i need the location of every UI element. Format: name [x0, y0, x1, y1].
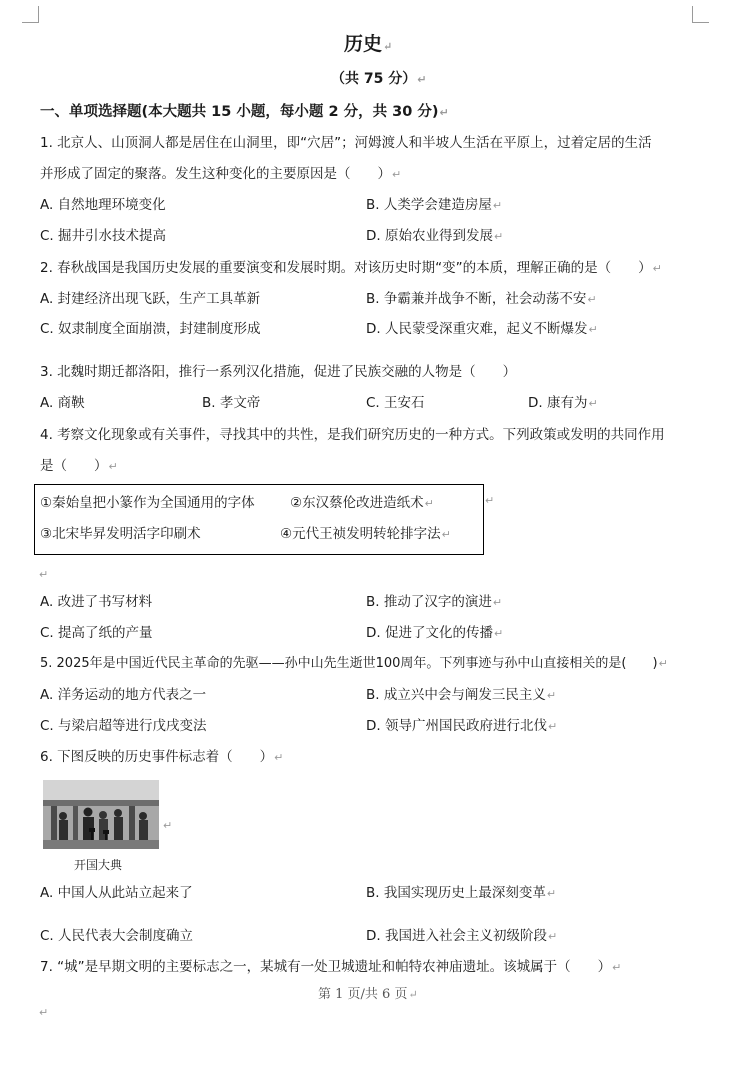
q6-image-caption: 开国大典 — [74, 858, 123, 872]
q3-option-b: B. 孝文帝 — [202, 395, 261, 411]
q4-option-a: A. 改进了书写材料 — [40, 594, 153, 610]
crop-mark-top-left — [22, 6, 39, 23]
q5-option-c: C. 与梁启超等进行戊戌变法 — [40, 718, 207, 734]
blank-line-para-mark: ↵ — [39, 568, 49, 581]
q4-stem-line-2: 是（ ）↵ — [40, 458, 118, 474]
q6-option-c: C. 人民代表大会制度确立 — [40, 928, 194, 944]
q5-option-d: D. 领导广州国民政府进行北伐↵ — [366, 718, 558, 734]
q3-option-c: C. 王安石 — [366, 395, 425, 411]
crop-mark-top-right — [692, 6, 709, 23]
q2-option-d: D. 人民蒙受深重灾难，起义不断爆发↵ — [366, 321, 598, 337]
q4-box-para-mark: ↵ — [485, 494, 495, 507]
q2-stem: 2. 春秋战国是我国历史发展的重要演变和发展时期。对该历史时期“变”的本质，理解正确的是（ ）↵ — [40, 260, 662, 276]
footer-para-mark: ↵ — [39, 1006, 49, 1019]
q3-option-d: D. 康有为↵ — [528, 395, 598, 411]
q5-option-b: B. 成立兴中会与阐发三民主义↵ — [366, 687, 557, 703]
q4-box-item-1: ①秦始皇把小篆作为全国通用的字体 — [40, 495, 255, 511]
q4-option-d: D. 促进了文化的传播↵ — [366, 625, 504, 641]
q4-box-item-4: ④元代王祯发明转轮排字法↵ — [280, 526, 451, 542]
page-title: 历史↵ — [344, 33, 393, 55]
q1-option-b: B. 人类学会建造房屋↵ — [366, 197, 503, 213]
q3-stem: 3. 北魏时期迁都洛阳，推行一系列汉化措施，促进了民族交融的人物是（ ） — [40, 364, 517, 380]
q4-box-item-2: ②东汉蔡伦改进造纸术↵ — [290, 495, 434, 511]
section-heading: 一、单项选择题(本大题共 15 小题，每小题 2 分，共 30 分)↵ — [40, 104, 449, 120]
q2-option-b: B. 争霸兼并战争不断，社会动荡不安↵ — [366, 291, 597, 307]
q5-stem: 5. 2025年是中国近代民主革命的先驱——孙中山先生逝世100周年。下列事迹与孙中山直接相关的是( )↵ — [40, 656, 668, 671]
q3-option-a: A. 商鞅 — [40, 395, 85, 411]
founding-ceremony-photo-art — [43, 780, 159, 849]
q2-option-a: A. 封建经济出现飞跃，生产工具革新 — [40, 291, 261, 307]
q7-stem: 7. “城”是早期文明的主要标志之一，某城有一处卫城遗址和帕特农神庙遗址。该城属于（ ）↵ — [40, 959, 622, 975]
q4-box-item-3: ③北宋毕昇发明活字印刷术 — [40, 526, 201, 542]
q6-image-para-mark: ↵ — [163, 819, 173, 832]
q6-option-b: B. 我国实现历史上最深刻变革↵ — [366, 885, 557, 901]
founding-ceremony-photo — [43, 780, 159, 849]
q5-option-a: A. 洋务运动的地方代表之一 — [40, 687, 207, 703]
q1-option-a: A. 自然地理环境变化 — [40, 197, 166, 213]
score-line: （共 75 分）↵ — [331, 71, 427, 87]
page-number: 第 1 页/共 6 页↵ — [318, 987, 418, 1002]
q6-option-d: D. 我国进入社会主义初级阶段↵ — [366, 928, 558, 944]
q6-option-a: A. 中国人从此站立起来了 — [40, 885, 193, 901]
q4-stem-line-1: 4. 考察文化现象或有关事件，寻找其中的共性，是我们研究历史的一种方式。下列政策或发明的共同作用 — [40, 427, 665, 443]
q4-option-b: B. 推动了汉字的演进↵ — [366, 594, 503, 610]
q2-option-c: C. 奴隶制度全面崩溃，封建制度形成 — [40, 321, 261, 337]
q4-option-c: C. 提高了纸的产量 — [40, 625, 153, 641]
q1-stem-line-1: 1. 北京人、山顶洞人都是居住在山洞里，即“穴居”；河姆渡人和半坡人生活在平原上，过着定居的生活 — [40, 135, 652, 151]
q1-option-d: D. 原始农业得到发展↵ — [366, 228, 504, 244]
q1-option-c: C. 掘井引水技术提高 — [40, 228, 167, 244]
q6-stem: 6. 下图反映的历史事件标志着（ ）↵ — [40, 749, 284, 765]
q1-stem-line-2: 并形成了固定的聚落。发生这种变化的主要原因是（ ）↵ — [40, 166, 402, 182]
